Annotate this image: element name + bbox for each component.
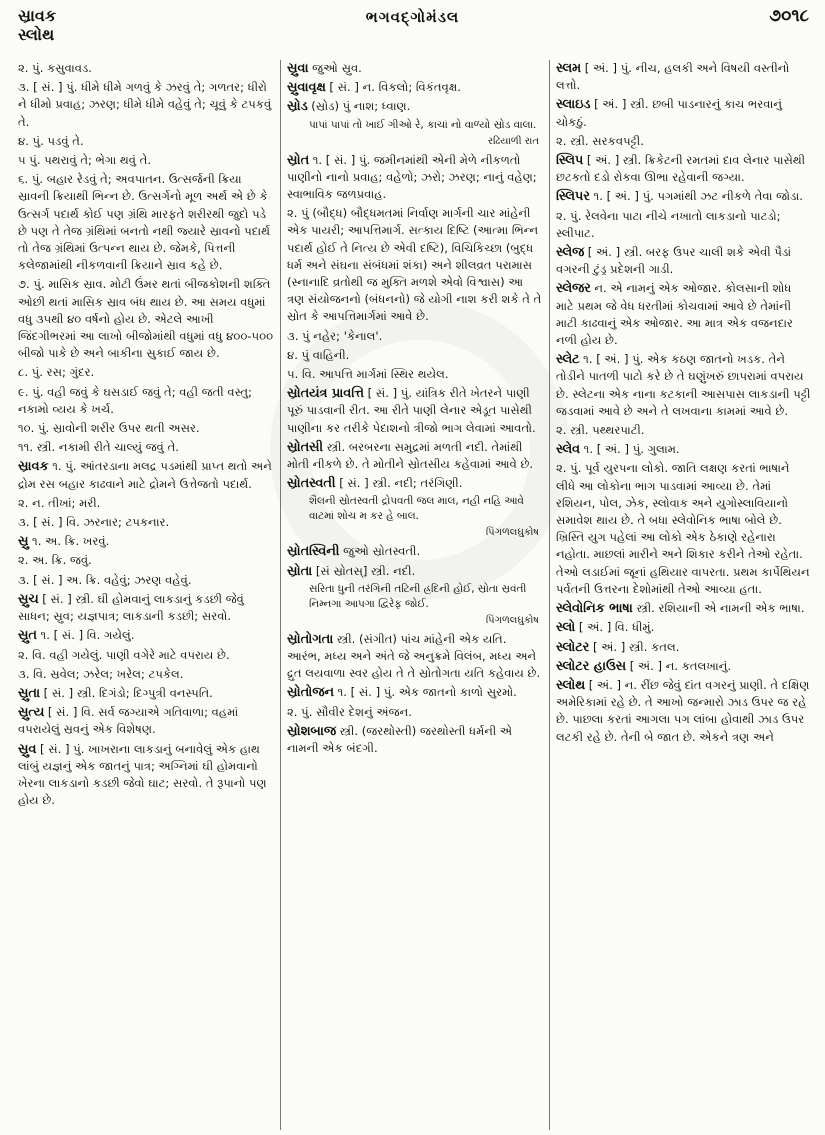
definition-text: ૪. પું વાહિની. [287,347,350,362]
dictionary-entry [556,441,811,458]
headword: સ્લમ [556,61,582,76]
entry-sense [18,647,274,664]
entry-sense [18,60,274,77]
headword: સ્લોટર [556,639,590,655]
headword: સ્લેવ [556,442,580,458]
definition-text: સ્ત્રી. બરબરના સમુદ્રમાં મળતી નદી. તેમાંથી મોતી નીકળે છે. તે મોતીને સ્રોતસીય કહેવામાં આવે છે. [287,439,534,472]
definition-text: ૧. [ સં. ] વિ. ગયેલું. [36,628,135,643]
definition-text: [ સં. ] પું. ખાખરાના લાકડાનું બનાવેલું એક હાથ લાંબું યજ્ઞનું એક જાતનું પાત્ર; અગ્નિમાં ઘી હોમવાનો ખેરના લાકડાનો કડછી જેવો ઘાટ; સરવો. તે રૂપાનો પણ હોય છે. [18,741,267,808]
entry-sense [18,514,274,531]
entry-sense [18,439,274,456]
headword: સ્રુતા [18,685,40,701]
entry-sense [18,152,274,169]
definition-text: ૨. સ્ત્રી. પથ્થરપાટી. [556,423,645,438]
definition-text: ૫ પું. પથરાવું તે; ભેગા થવું તે. [18,153,152,168]
dictionary-entry [556,152,811,186]
page-number: ૭૦૧૮ [769,6,809,26]
definition-text: ૨. પું. રેલવેના પાટા નીચે નખાતો લાકડાનો પાટડો; સ્લીપાટ. [556,208,781,240]
dictionary-entry [18,533,274,550]
definition-text: [ અં. ] ન. કતલખાનું. [626,658,732,673]
column-2 [280,60,550,1130]
definition-text: ૨. સ્ત્રી. સરકવપટ્ટી. [556,133,644,148]
headword: સ્રોતસી [287,439,324,455]
entry-sense [18,171,274,274]
entry-sense [18,572,274,589]
headword: સ્રોશબાજ [287,723,336,739]
headword: સ્રોતસ્વતી [287,476,336,492]
dictionary-entry [287,152,543,204]
dictionary-entry [556,60,811,94]
entry-sense [556,460,811,598]
headword: સ્રાવક [18,459,49,475]
headword: સ્રુત્ય [18,705,45,721]
headword: સ્રોડ [287,99,308,115]
definition-text: ન. એ નામનું એક ઓજાર. કોલસાની શોધ માટે પ્રથમ જે વેધ ધરતીમાં કોચવામાં આવે છે તેમાંની માટી કાઢવાનું એક ઓજાર. આ માત્ર એક વજનદાર નળી હોય છે. [556,281,794,348]
quotation-source: રઢિયાળી રાત [487,135,539,147]
dictionary-entry [18,591,274,625]
headword: સ્રોતસ્વિની [287,544,340,560]
headword: સ્લિપ [556,153,584,169]
headword: સ્રુ [18,534,29,550]
headword: સ્રોતોગતા [287,631,334,647]
headword: સ્લેજ [556,245,585,261]
headword: સ્રુત [18,628,37,644]
column-3 [550,60,817,1130]
dictionary-entry [556,351,811,420]
definition-text: ૭. પું. માસિક સ્રાવ. મોટી ઉંમર થતાં બીજકોશની શક્તિ ઓછી થતાં માસિક સ્રાવ બંધ થાય છે. આ સમય વધુમાં વધુ ૩૫થી ૪૦ વર્ષનો હોય છે. એટલે આખી જિંદગીભરમાં આ લાખો બીજોમાંથી વધુમાં વધુ ૪૦૦-૫૦૦ બીજો પાકે છે અને બાકીના સુકાઈ જાય છે. [18,277,274,361]
dictionary-entry [18,685,274,702]
headword: સ્લિપર [556,189,590,205]
definition-text: (સ્રોડ) પું નાશ; ધ્વાણ. [307,99,411,114]
entry-sense [18,133,274,150]
dictionary-entry [18,741,274,810]
entry-sense [287,704,543,721]
headword: સ્લોટર હાઉસ [556,658,627,674]
dictionary-entry [287,723,543,757]
book-title: ભગવદ્ગોમંડલ [365,8,460,26]
headword: સ્રોતા [287,563,313,579]
definition-text: ૨. ન. તીખાં; મરી. [18,495,101,510]
definition-text: જુઓ સ્રુવ. [308,61,362,75]
definition-text: ૧. પું. આંતરડાના મલદ્ર પડમાંથી પ્રાપ્ત થતો અને દ્રોમ રસ બહાર કાઢવાને માટે દ્રોમને ઉત્તેજતો પદાર્થ. [18,459,272,491]
definition-text: સ્ત્રી. રશિયાની એ નામની એક ભાષા. [632,601,805,616]
headword: સ્રુવાવૃક્ષ [287,80,326,96]
dictionary-entry [287,98,543,115]
entry-sense [287,205,543,325]
entry-sense [287,328,543,345]
entry-sense [18,79,274,131]
definition-text: જુઓ સ્રોતસ્વતી. [339,544,421,559]
definition-text: [ અં. ] ન. રીંછ જેવું દાંત વગરનું પ્રાણી. તે દક્ષિણ અમેરિકામાં રહે છે. તે આખો જન્મારો ઝાડ ઉપર જ રહે છે. પાછલા કરતાં આગલા પગ લાંબા હોવાથી ઝાડ ઉપર લટકી રહે છે. તેની બે જાત છે. એકને ત્રણ અને [556,677,810,744]
definition-text: ૨. વિ. વહી ગયેલું. પાણી વગેરે માટે વપરાય છે. [18,647,230,662]
definition-text: ૩. વિ. સ્રવેલ; ઝરેલ; ખરેલ; ટપકેલ. [18,666,184,681]
definition-text: ૪. પું. પડવું તે. [18,133,84,148]
entry-sense [18,276,274,362]
dictionary-entry [18,627,274,644]
entry-sense [18,364,274,381]
dictionary-entry [287,631,543,683]
dictionary-entry [556,639,811,656]
dictionary-entry [556,244,811,278]
definition-text: [સં સ્રોતસ્] સ્ત્રી. નદી. [312,563,416,578]
definition-text: [ સં. ] પું. યાંત્રિક રીતે ખેતરને પાણી પૂરું પાડવાની રીત. આ રીતે પાણી લેનાર એડૂત પાસેથી પાણીના કર તરીકે પેદાશનો ત્રીજો ભાગ લેવામાં આવતો. [287,386,536,435]
headword: સ્રુવા [287,61,309,76]
definition-text: ૧. અ. ક્રિ. ખરવું. [28,534,110,549]
definition-text: [ સં. ] ન. વિકલો; વિકંતવૃક્ષ. [325,80,461,95]
definition-text: ૨. પું (બૌદ્ધ) બૌદ્ધમતમાં નિર્વાણ માર્ગની ચાર માંહેની એક પાયરી; આપત્તિમાર્ગ. સત્કાય દિષ્ટિ (આત્મા ભિન્ન પદાર્થ હોઈ તે નિત્ય છે એવી દષ્ટિ), વિચિકિચ્છા (બુદ્ધ ધર્મ અને સંઘના સંબંધમાં શંકા) અને શીલવ્રત પરામાસ (સ્નાનાદિ વ્રતોથી જ મુક્તિ મળશે એવો વિશ્વાસ) આ ત્રણ સંયોજનનો (બંધનનો) જે યોગી નાશ કરી શકે તે તે સ્રોત કે આપત્તિમાર્ગમાં આવે છે. [287,206,542,324]
definition-text: ૨. અ. ક્રિ. જવું. [18,553,92,568]
definition-text: [ અં. ] સ્ત્રી. છબી પાડનારનું કાચ ભરવાનું ચોકઠું. [556,97,782,129]
headword: સ્લેટ [556,352,580,368]
page-header [0,0,825,62]
headword: સ્રોત [287,152,310,168]
definition-text: ૩. [ સં. ] પું. ધીમે ધીમે ગળવું કે ઝરવું તે; ગળતર; ધીરો ને ધીમો પ્રવાહ; ઝરણ; ધીમે ધીમે વહેવું તે; ચૂવું કે ટપકવું તે. [18,80,272,129]
entry-sense [556,133,811,150]
definition-text: ૫. વિ. આપત્તિ માર્ગમાં સ્થિર થયેલ. [287,367,449,382]
headword: સ્લોથ [556,677,586,693]
definition-text: ૧૧. સ્ત્રી. નકામી રીતે ચાલ્યું જવું તે. [18,440,179,455]
dictionary-columns [12,60,817,1130]
definition-text: [ સં. ] સ્ત્રી. નદી; તરંગિણી. [335,476,463,491]
dictionary-entry [18,704,274,738]
entry-sense [287,366,543,383]
entry-sense [18,384,274,418]
quotation-source: પિંગળલઘુકોષ [485,614,539,626]
quotation: પાપાં પાપાં તો ખાઈ ગીઓ રે, કાચાં નો વાળ્યો સ્રોડ વાલા. [309,118,537,131]
dictionary-entry [556,600,811,617]
entry-sense [18,495,274,512]
definition-text: ૮. પું. રસ; ગુંદર. [18,365,95,380]
headword: સ્લેજર [556,281,591,297]
definition-text: ૨. પું. પૂર્વ યુરપના લોકો. જાતિ લક્ષણ કરતાં ભાષાને લીધે આ લોકોના ભાગ પાડવામાં આવ્યા છે. તેમાં રશિયન, પોલ, ઝેક, સ્લોવાક અને યુગોસ્લાવિયાનો સમાવેશ થાય છે. તે બધા સ્લેવોનિક ભાષા બોલે છે. ખ્રિસ્તિ યુગ પહેલાં આ લોકો એક ઠેકાણે રહેનારા નહોતા. માછલાં મારીને અને શિકાર કરીને તેઓ રહેતા. તેઓ લડાઈમાં જૂનાં હથિયાર વાપરતા. પ્રથમ કાર્પેથિયન પર્વતની ઉત્તરના દેશોમાંથી તેઓ આવ્યા હતા. [556,461,810,596]
entry-sense [18,666,274,683]
definition-text: ૧. [ સં. ] પું. એક જાતનો કાળો સુરમો. [333,685,517,700]
entry-sense [287,347,543,364]
entry-sense [556,422,811,439]
definition-text: [ સં. ] સ્ત્રી. ઘી હોમવાનું લાકડાનું કડછી જેવું સાધન; સ્રુવ; યજ્ઞપાત્ર; લાકડાની કડછી; સરવો. [18,591,244,624]
definition-text: [ અં. ] સ્ત્રી. ક્રિકેટની રમતમાં દાવ લેનાર પાસેથી છટકતો દડો રોકવા ઊભા રહેવાની જગ્યા. [556,153,806,185]
entry-sense [556,208,811,242]
definition-text: ૩. પું નહેર; 'કેનાલ'. [287,328,383,343]
definition-text: ૨. પું. કસુવાવડ. [18,61,92,75]
guide-word-first: સ્રાવક [18,6,57,25]
definition-text: ૧. [ અં. ] પું. ગુલામ. [579,442,680,457]
dictionary-entry [287,684,543,701]
dictionary-entry [556,619,811,636]
definition-text: [ સં. ] સ્ત્રી. દિગંડો; દિગ્પુત્રી વનસ્પતિ. [40,685,213,700]
headword: સ્રોતોજન [287,685,334,701]
definition-text: ૩. [ સં. ] વિ. ઝરનાર; ટપકનાર. [18,515,170,530]
entry-sense [18,552,274,569]
definition-text: [ અં. ] વિ. ધીમું. [575,620,655,635]
definition-text: સ્ત્રી. (સંગીત) પાંચ માંહેની એક યતિ. આરંભ, મધ્ય અને અંતે જે અનુક્રમે વિલંબ, મધ્ય અને દ્રુત લયવાળા સ્વર હોય તે તે સ્રોતોગતા યતિ કહેવાય છે. [287,631,541,681]
definition-text: ૩. [ સં. ] અ. ક્રિ. વહેવું; ઝરણ વહેવું. [18,572,192,587]
headword: સ્લેવોનિક ભાષા [556,601,633,617]
definition-text: ૯. પું. વહી જવું કે ઘસડાઈ જવું તે; વહી જતી વસ્તુ; નકામો વ્યય કે ખર્ચ. [18,384,252,416]
dictionary-entry [287,563,543,580]
quotation-source: પિંગળલઘુકોષ [485,527,539,539]
definition-text: ૬. પું. બહાર રેડવું તે; અવપાતન. ઉત્સર્જની ક્રિયા સ્રાવની ક્રિયાથી ભિન્ન છે. ઉત્સર્ગનો મૂળ અર્થ એ છે કે ઉત્સર્ગ પદાર્થ કોઈ પણ ગ્રંથિ મારફતે શરીરથી જુદો પડે છે પણ તે તેજ ગ્રંથિમાં બનતો નથી જ્યારે સ્રાવનો પદાર્થ તો તેજ ગ્રંથિમાં ઉત્પન્ન થાય છે. જેમકે, પિત્તની કલેજામાંથી નીકળવાની ક્રિયાને સ્રાવ કહે છે. [18,172,271,273]
quotation: સરિતા ધુની તરંગિની તટિની હ્રદિની હોઈ, સ્રોતા સ્રવંતી નિમ્નગા આપગા દ્વિરેફ જોઈ. [309,582,527,610]
definition-text: સ્ત્રી. (જરથોસ્તી) જરથોસ્તી ધર્મની એ નામની એક બંદગી. [287,723,513,756]
dictionary-entry [287,60,543,77]
dictionary-entry [287,543,543,560]
definition-text: [ અં. ] સ્ત્રી. બરફ ઉપર ચાલી શકે એવી પૈડાં વગરની ટુંડ્ર પ્રદેશની ગાડી. [556,245,792,277]
headword: સ્રુવ [18,741,37,757]
entry-sense [18,420,274,437]
definition-text: ૧. [ અં. ] પું. પગમાંથી ઝટ નીકળે તેવા જોડા. [589,189,803,204]
dictionary-entry [556,677,811,746]
definition-text: ૧૦. પું. સ્રાવોની શરીર ઉપર થતી અસર. [18,421,200,436]
dictionary-entry [287,79,543,96]
column-1 [12,60,280,1130]
dictionary-entry [287,439,543,473]
headword: સ્લો [556,620,576,636]
definition-text: ૨. પું. સૌવીર દેશનું અંજન. [287,704,412,719]
dictionary-entry [556,96,811,130]
definition-text: [ સં. ] વિ. સર્વ જગ્યાએ ગતિવાળા; વહમાં વપરાયેલું સ્રવનું એક વિશેષણ. [18,705,239,737]
definition-text: ૧. [ સં. ] પું. જમીનમાંથી એની મેળે નીકળતો પાણીનો નાનો પ્રવાહ; વહેળો; ઝરો; ઝરણ; નાનું વહેણ; સ્વાભાવિક જળપ્રવાહ. [287,152,537,202]
dictionary-entry [556,658,811,675]
dictionary-entry [556,188,811,205]
definition-text: [ અં. ] પું. નીચ, હલકી અને વિષયી વસ્તીનો લત્તો. [556,61,790,93]
headword: સ્રોતયંત્ર પ્રાવત્તિ [287,386,364,402]
headword: સ્રુચ [18,591,39,607]
quotation: શૈલની સ્રોતસ્વતી દ્રોપવતી જલ માલ, નહી નહિ આવે વાટમાં શોચ મ કર હે બાલ. [309,495,524,523]
definition-text: ૧. [ અં. ] પું. એક કઠણ જાતનો ખડક. તેને તોડીને પાતળી પાટો કરે છે તે ઘણુંખરું છાપરામાં વપરાય છે. સ્લેટના એક નાના કટકાની આસપાસ લાકડાની પટ્ટી જડવામાં આવે છે અને તે લખવાના કામમાં આવે છે. [556,352,811,418]
guide-word-last: સ્લોથ [18,25,55,44]
dictionary-entry [18,458,274,492]
dictionary-entry [287,385,543,437]
definition-text: [ અં. ] સ્ત્રી. કતલ. [589,639,680,654]
dictionary-entry [287,475,543,492]
dictionary-entry [556,280,811,349]
headword: સ્લાઇડ [556,97,591,113]
